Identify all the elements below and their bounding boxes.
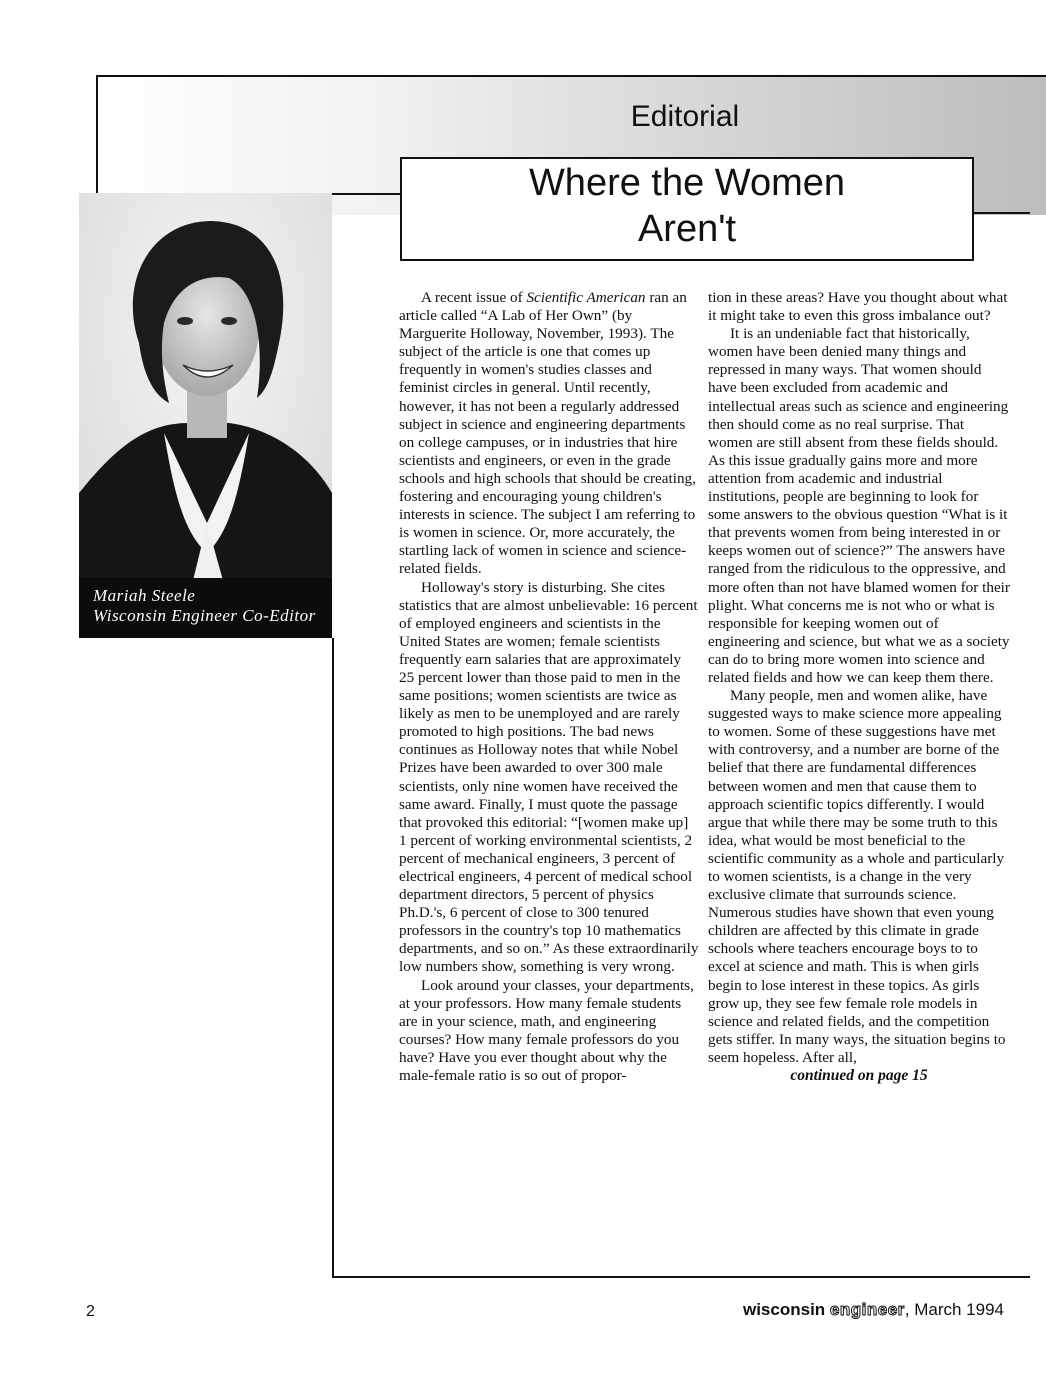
header-rule bbox=[974, 212, 1030, 214]
caption-name: Mariah Steele bbox=[93, 586, 196, 605]
continued-note: continued on page 15 bbox=[790, 1067, 928, 1085]
paragraph: Look around your classes, your departments, at your professors. How many female students are in your science, math, and engineering courses? How many female professors do you have? Have you ever thought about why the male-female ratio is so out of propor- bbox=[399, 976, 694, 1085]
paragraph: Many people, men and women alike, have suggested ways to make science more appealing to women. Some of these suggestions have met with controversy, and a number are borne of the belief that there are fundamental differences between women and men that cause them to approach scientific topics differently. I would argue that while there may be some truth to this idea, what would be most beneficial to the scientific community as a whole and particularly to women scientists, is a change in the very exclusive climate that surrounds science. Numerous studies have shown that even young children are affected by this climate in grade schools where teachers encourage boys to to excel at science and math. This is when girls begin to lose interest in these topics. As girls grow up, they see few female role models in science and related fields, and the competition gets stiffer. In many ways, the situation begins to seem hopeless. After all, bbox=[708, 687, 1006, 1066]
section-label: Editorial bbox=[630, 100, 740, 133]
publication-title: Scientific American bbox=[526, 289, 646, 306]
caption-role: Wisconsin Engineer Co-Editor bbox=[93, 606, 316, 625]
paragraph: tion in these areas? Have you thought about what it might take to even this gross imbalance out? bbox=[708, 289, 1008, 325]
author-photo bbox=[79, 193, 332, 638]
bottom-rule bbox=[332, 1276, 1030, 1278]
title-line-1: Where the Women bbox=[528, 162, 846, 204]
page-number: 2 bbox=[86, 1303, 95, 1320]
column-rule bbox=[332, 638, 334, 1278]
magazine-name-outline: engineer bbox=[829, 1300, 905, 1319]
title-line-2: Aren't bbox=[637, 208, 737, 250]
photo-caption bbox=[79, 578, 332, 638]
portrait-image bbox=[79, 193, 332, 638]
paragraph: A recent issue of Scientific American ran an article called “A Lab of Her Own” (by Marguerite Holloway, November, 1993). The subject of the article is one that comes up frequently in women's studies classes and feminist circles in general. Until recently, however, it has not been a regularly addressed subject in science and engineering departments on college campuses, or in industries that hire scientists and engineers, or even in the grade schools and high schools that should be creating, fostering and encouraging young children's interests in science. The subject I am referring to is women in science. Or, more accurately, the startling lack of women in science and science-related fields. bbox=[399, 289, 696, 578]
magazine-name: wisconsin bbox=[742, 1300, 826, 1319]
footer-masthead bbox=[724, 1300, 1004, 1320]
article-column-1 bbox=[399, 289, 699, 1085]
header-rule bbox=[96, 75, 98, 195]
article-column-2 bbox=[708, 289, 1010, 1085]
paragraph: Holloway's story is disturbing. She cites statistics that are almost unbelievable: 16 percent of employed engineers and scientists in the United States are women; female scientists frequently earn salaries that are approximately 25 percent lower than those paid to men in the same positions; women scientists are twice as likely as men to be unemployed and are rarely promoted to high positions. The bad news continues as Holloway notes that while Nobel Prizes have been awarded to over 300 male scientists, only nine women have received the same award. Finally, I must quote the passage that provoked this editorial: “[women make up] 1 percent of working environmental scientists, 2 percent of mechanical engineers, 3 percent of electrical engineers, 4 percent of medical school department directors, 5 percent of physics Ph.D.'s, 6 percent of close to 300 tenured professors in the country's top 10 mathematics departments, and so on.” As these extraordinarily low numbers show, something is very wrong. bbox=[399, 578, 699, 976]
article-title bbox=[400, 160, 974, 252]
issue-date: , March 1994 bbox=[904, 1300, 1004, 1319]
paragraph: It is an undeniable fact that historically, women have been denied many things and repressed in many ways. That women should have been excluded from academic and intellectual areas such as science and engineering then should come as no real surprise. That women are still absent from these fields should. As this issue gradually gains more and more attention from academic and industrial institutions, people are beginning to look for some answers to the obvious question “What is it that prevents women from being interested in or keeps women out of science?” The answers have ranged from the ridiculous to the oppressive, and more often than not have blamed women for their plight. What concerns me is not who or what is responsible for keeping women out of engineering and science, but what we as a society can do to bring more women into science and related fields and how we can keep them there. bbox=[708, 325, 1010, 686]
